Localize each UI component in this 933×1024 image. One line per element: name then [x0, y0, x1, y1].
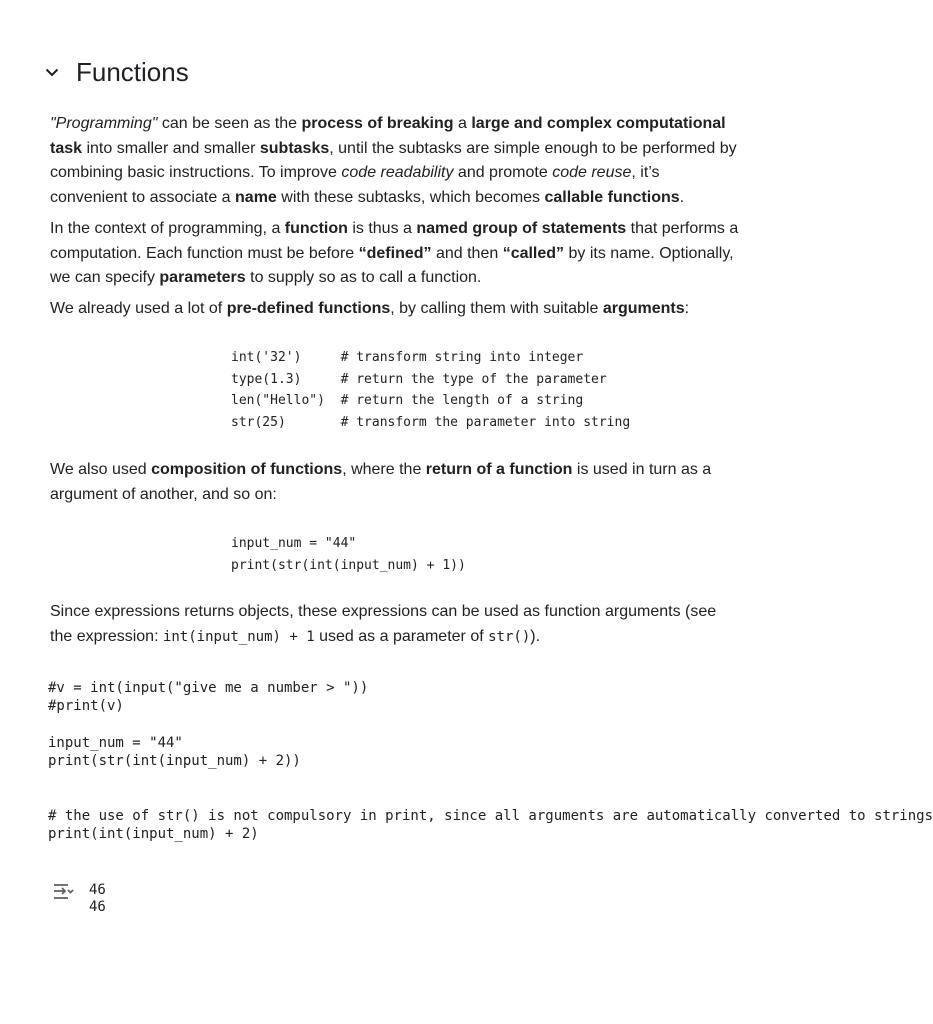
text-span: Since expressions returns objects, these expressions can be used as function arguments (see the expression:	[50, 603, 717, 645]
text-span: We already used a lot of	[50, 300, 227, 317]
cell-output: 46 46	[89, 882, 106, 915]
text-span: :	[684, 300, 690, 317]
chevron-down-icon[interactable]	[40, 60, 64, 84]
bold-text: arguments	[602, 300, 685, 317]
text-span: and promote	[453, 164, 553, 181]
text-span: into smaller and smaller	[82, 139, 260, 157]
text-span: , it’s convenient to associate a	[50, 164, 660, 206]
text-span: can be seen as the	[157, 115, 302, 132]
markdown-paragraph-4	[50, 458, 740, 507]
bold-text: subtasks	[259, 139, 330, 157]
bold-text: callable functions	[544, 188, 680, 206]
text-span: is thus a	[347, 220, 417, 237]
text-span: that performs a computation. Each function must be before	[50, 220, 739, 262]
section-title: Functions	[76, 56, 189, 87]
bold-text: “defined”	[358, 244, 432, 262]
text-span: , by calling them with suitable	[390, 300, 603, 317]
code-example-composition: input_num = "44" print(str(int(input_num) + 1))	[231, 536, 466, 573]
bold-text: large and complex computational task	[50, 115, 726, 157]
bold-text: process of breaking	[301, 115, 454, 132]
markdown-paragraph-1	[50, 112, 740, 210]
text-span: a	[453, 115, 472, 132]
text-span: We also used	[50, 461, 152, 478]
text-span: ).	[530, 627, 541, 645]
text-span: used as a parameter of	[314, 627, 489, 645]
bold-text: “called”	[502, 244, 565, 262]
inline-code: int(input_num) + 1	[162, 628, 315, 645]
text-span: by its name. Optionally, we can specify	[50, 244, 734, 286]
text-span: with these subtasks, which becomes	[276, 188, 545, 206]
italic-text: code readability	[341, 164, 454, 181]
inline-code: str()	[488, 628, 531, 645]
text-span: to supply so as to call a function.	[245, 269, 482, 286]
text-span: , until the subtasks are simple enough to be performed by combining basic instructions. To improve	[50, 139, 737, 181]
markdown-paragraph-2	[50, 217, 740, 291]
text-span: , where the	[342, 461, 426, 478]
bold-text: composition of functions	[151, 461, 343, 478]
bold-text: name	[235, 188, 277, 206]
section-header	[40, 52, 189, 92]
output-toggle-icon[interactable]	[50, 880, 76, 904]
text-span: is used in turn as a argument of another, and so on:	[50, 461, 712, 503]
text-programming: "Programming"	[50, 115, 158, 132]
code-cell-source[interactable]: #v = int(input("give me a number > ")) #print(v) input_num = "44" print(str(int(input_num) + 2)) # the use of str() is not compulsory in print, since all arguments are automatically converted to strings print(int(input_num) + 2)	[48, 680, 933, 843]
bold-text: pre-defined functions	[226, 300, 391, 317]
code-example-builtins: int('32') # transform string into integer type(1.3) # return the type of the parameter len("Hello") # return the length of a string str(25) # transform the parameter into string	[231, 350, 631, 430]
markdown-paragraph-5	[50, 600, 740, 649]
bold-text: function	[284, 220, 348, 237]
bold-text: return of a function	[425, 461, 573, 478]
markdown-paragraph-3	[50, 297, 740, 322]
bold-text: named group of statements	[416, 220, 627, 237]
bold-text: parameters	[159, 269, 246, 286]
italic-text: code reuse	[552, 164, 632, 181]
text-span: In the context of programming, a	[50, 220, 285, 237]
text-span: .	[679, 188, 685, 206]
text-span: and then	[431, 244, 503, 262]
